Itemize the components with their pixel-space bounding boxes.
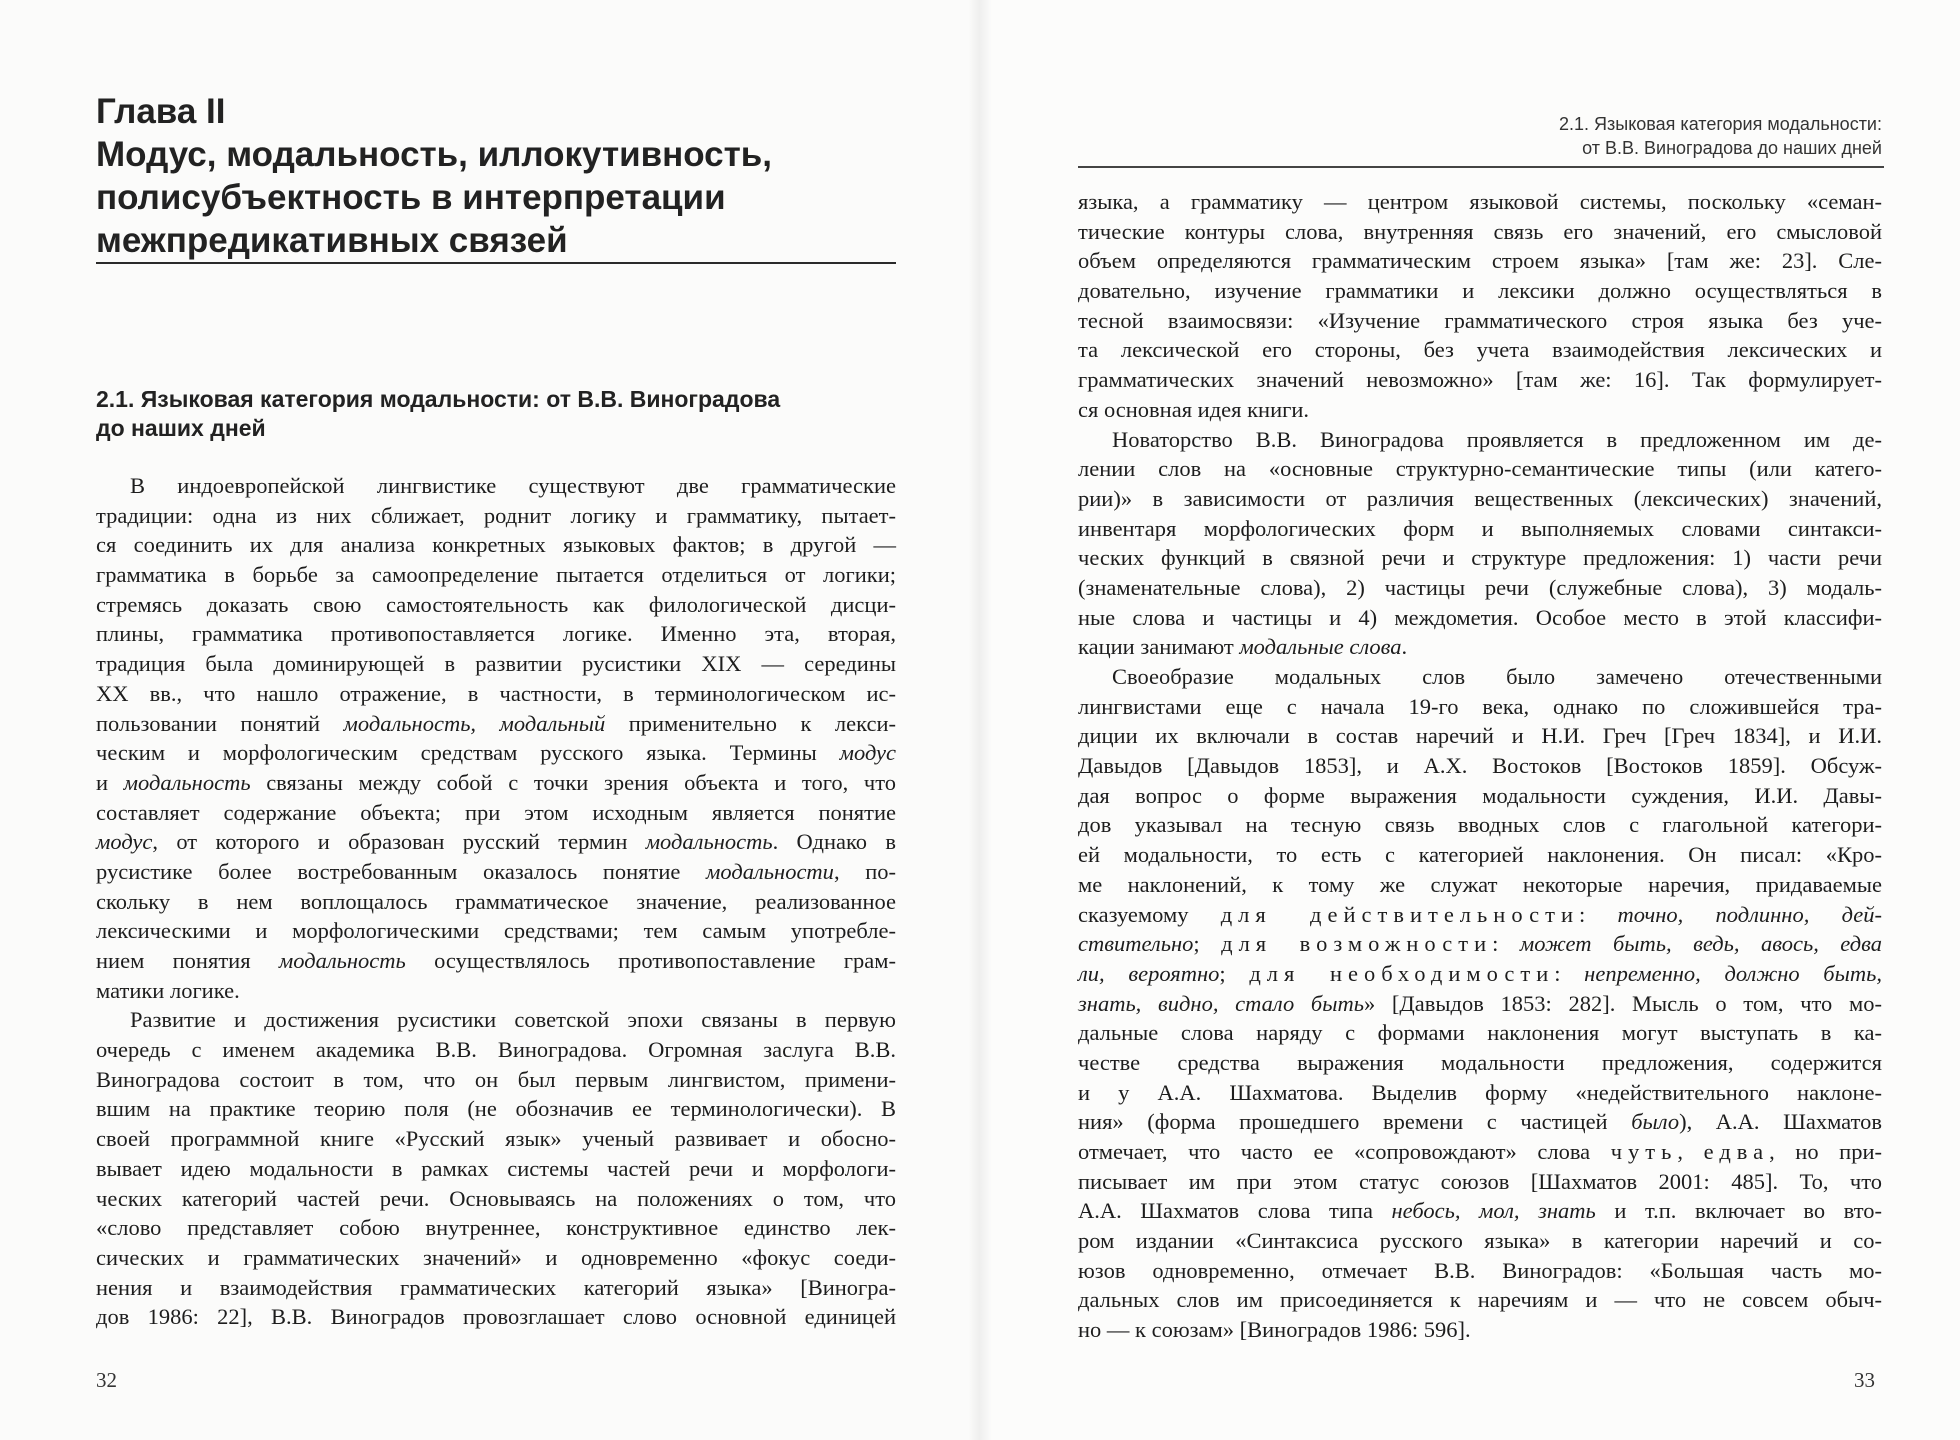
text-line: плины, грамматика противопоставляется логике. Именно эта, вторая, — [96, 621, 896, 647]
text-line: тические контуры слова, внутренняя связь его значений, его смысловой — [1078, 218, 1882, 244]
text-line: дов 1986: 22], В.В. Виноградов провозглашает слово основной единицей — [96, 1304, 896, 1330]
text-line: объем определяются грамматическим строем языка» [там же: 23]. Сле- — [1078, 248, 1882, 274]
text-line: ме наклонений, к тому же служат некоторые наречия, придаваемые — [1078, 871, 1882, 897]
text-line: и модальность связаны между собой с точки зрения объекта и того, что — [96, 769, 896, 795]
text-line: стремясь доказать свою самостоятельность как филологической дисци- — [96, 591, 896, 617]
text-line: довательно, изучение грамматики и лексики должно осуществляться в — [1078, 278, 1882, 304]
text-line: очередь с именем академика В.В. Виноградова. Огромная заслуга В.В. — [96, 1037, 896, 1063]
text-line: составляет содержание объекта; при этом исходным является понятие — [96, 799, 896, 825]
text-line: ческим и морфологическим средствам русского языка. Термины модус — [96, 740, 896, 766]
text-line: ния» (форма прошедшего времени с частицей было), А.А. Шахматов — [1078, 1109, 1882, 1135]
text-line: лексическими и морфологическими средствами; тем самым употребле- — [96, 918, 896, 944]
text-line: вывает идею модальности в рамках системы частей речи и морфологи- — [96, 1155, 896, 1181]
text-line: дая вопрос о форме выражения модальности суждения, И.И. Давы- — [1078, 782, 1882, 808]
text-line: традиция была доминирующей в развитии русистики XIX — середины — [96, 651, 896, 677]
text-line: дальных слов им присоединяется к наречиям и — что не совсем обыч- — [1078, 1287, 1882, 1313]
text-line: вшим на практике теорию поля (не обозначив ее терминологически). В — [96, 1096, 896, 1122]
text-line: ся основная идея книги. — [1078, 396, 1310, 422]
text-line: ческих категорий частей речи. Основываясь на положениях о том, что — [96, 1185, 896, 1211]
text-line: дов указывал на тесную связь вводных слов с глагольной категори- — [1078, 812, 1882, 838]
chapter-divider — [96, 262, 896, 264]
text-line: Новаторство В.В. Виноградова проявляется в предложенном им де- — [1112, 426, 1882, 452]
text-line: тесной взаимосвязи: «Изучение грамматического строя языка без уче- — [1078, 307, 1882, 333]
text-line: модус, от которого и образован русский термин модальность. Однако в — [96, 829, 896, 855]
text-line: знать, видно, стало быть» [Давыдов 1853: 282]. Мысль о том, что мо- — [1078, 990, 1882, 1016]
text-line: инвентаря морфологических форм и выполняемых словами синтакси- — [1078, 515, 1882, 541]
chapter-title — [96, 90, 896, 262]
text-line: юзов одновременно, отмечает В.В. Виноградов: «Большая часть мо- — [1078, 1257, 1882, 1283]
text-line: та лексической его стороны, без учета взаимодействия лексических и — [1078, 337, 1882, 363]
text-line: XX вв., что нашло отражение, в частности, в терминологическом ис- — [96, 680, 896, 706]
text-line: своей программной книге «Русский язык» ученый развивает и обосно- — [96, 1126, 896, 1152]
text-line: Развитие и достижения русистики советской эпохи связаны в первую — [130, 1007, 896, 1033]
text-line: пользовании понятий модальность, модальный применительно к лекси- — [96, 710, 896, 736]
book-gutter — [968, 0, 992, 1440]
section-heading-line: до наших дней — [96, 415, 266, 441]
text-line: ей модальности, то есть с категорией наклонения. Он писал: «Кро- — [1078, 842, 1882, 868]
chapter-title-line: Модус, модальность, иллокутивность, — [96, 135, 773, 174]
chapter-title-line: Глава II — [96, 92, 226, 131]
text-line: но — к союзам» [Виноградов 1986: 596]. — [1078, 1317, 1471, 1343]
left-body-text — [96, 471, 896, 1332]
text-line: А.А. Шахматов слова типа небось, мол, знать и т.п. включает во вто- — [1078, 1198, 1882, 1224]
page-number-right: 33 — [1854, 1368, 1875, 1392]
text-line: ся соединить их для анализа конкретных языковых фактов; в другой — — [96, 532, 896, 558]
running-head-divider — [1078, 166, 1884, 168]
text-line: нием понятия модальность осуществлялось противопоставление грам- — [96, 948, 896, 973]
right-body-text — [1078, 187, 1882, 1345]
text-line: сказуемому для действительности: точно, подлинно, дей- — [1078, 901, 1882, 927]
page-number-left: 32 — [96, 1368, 117, 1392]
text-line: традиции: одна из них сближает, роднит логику и грамматику, пытает- — [96, 502, 896, 528]
text-line: ческих функций в связной речи и структуре предложения: 1) части речи — [1078, 545, 1882, 571]
text-line: рии)» в зависимости от различия вещественных (лексических) значений, — [1078, 485, 1882, 511]
text-line: дальные слова наряду с формами наклонения могут выступать в ка- — [1078, 1020, 1882, 1046]
running-head-line: от В.В. Виноградова до наших дней — [1582, 138, 1882, 158]
running-head-line: 2.1. Языковая категория модальности: — [1559, 114, 1882, 134]
text-line: диции их включали в состав наречий и Н.И. Греч [Греч 1834], и И.И. — [1078, 723, 1882, 749]
section-heading-line: 2.1. Языковая категория модальности: от В.В. Виноградова — [96, 386, 781, 412]
text-line: ные слова и частицы и 4) междометия. Особое место в этой классифи- — [1078, 604, 1882, 630]
text-line: нения и взаимодействия грамматических категорий языка» [Виногра- — [96, 1274, 896, 1300]
running-head — [1082, 112, 1882, 160]
text-line: Давыдов [Давыдов 1853], и А.Х. Востоков [Востоков 1859]. Обсуж- — [1078, 753, 1882, 779]
text-line: Виноградова состоит в том, что он был первым лингвистом, примени- — [96, 1066, 896, 1092]
text-line: сических и грамматических значений» и одновременно «фокус соеди- — [96, 1244, 896, 1270]
text-line: грамматика в борьбе за самоопределение пытается отделиться от логики; — [96, 562, 896, 588]
text-line: «слово представляет собою внутреннее, конструктивное единство лек- — [96, 1215, 896, 1241]
text-line: лингвистами еще с начала 19-го века, однако по сложившейся тра- — [1078, 693, 1882, 719]
text-line: (знаменательные слова), 2) частицы речи (служебные слова), 3) модаль- — [1078, 574, 1882, 600]
text-line: В индоевропейской лингвистике существуют две грамматические — [130, 473, 896, 498]
text-line: русистике более востребованным оказалось понятие модальности, по- — [96, 858, 896, 884]
section-heading — [96, 385, 896, 443]
text-line: ли, вероятно; для необходимости: непременно, должно быть, — [1078, 960, 1882, 986]
text-line: и у А.А. Шахматова. Выделив форму «недействительного наклоне- — [1078, 1079, 1882, 1105]
text-line: ром издании «Синтаксиса русского языка» в категории наречий и со- — [1078, 1228, 1882, 1254]
text-line: лении слов на «основные структурно-семантические типы (или катего- — [1078, 456, 1882, 482]
text-line: честве средства выражения модальности предложения, содержится — [1078, 1049, 1882, 1075]
text-line: отмечает, что часто ее «сопровождают» слова чуть, едва, но при- — [1078, 1139, 1882, 1164]
text-line: скольку в нем воплощалось грамматическое значение, реализованное — [96, 888, 896, 914]
text-line: ствительно; для возможности: может быть, ведь, авось, едва — [1078, 931, 1882, 957]
chapter-title-line: межпредикативных связей — [96, 221, 568, 260]
text-line: писывает им при этом статус союзов [Шахматов 2001: 485]. То, что — [1078, 1168, 1882, 1194]
text-line: языка, а грамматику — центром языковой системы, поскольку «семан- — [1078, 189, 1882, 214]
text-line: грамматических значений невозможно» [там же: 16]. Так формулирует- — [1078, 367, 1882, 393]
text-line: матики логике. — [96, 977, 240, 1003]
chapter-title-line: полисубъектность в интерпретации — [96, 178, 726, 217]
text-line: Своеобразие модальных слов было замечено отечественными — [1112, 664, 1882, 689]
text-line: кации занимают модальные слова. — [1078, 634, 1408, 660]
